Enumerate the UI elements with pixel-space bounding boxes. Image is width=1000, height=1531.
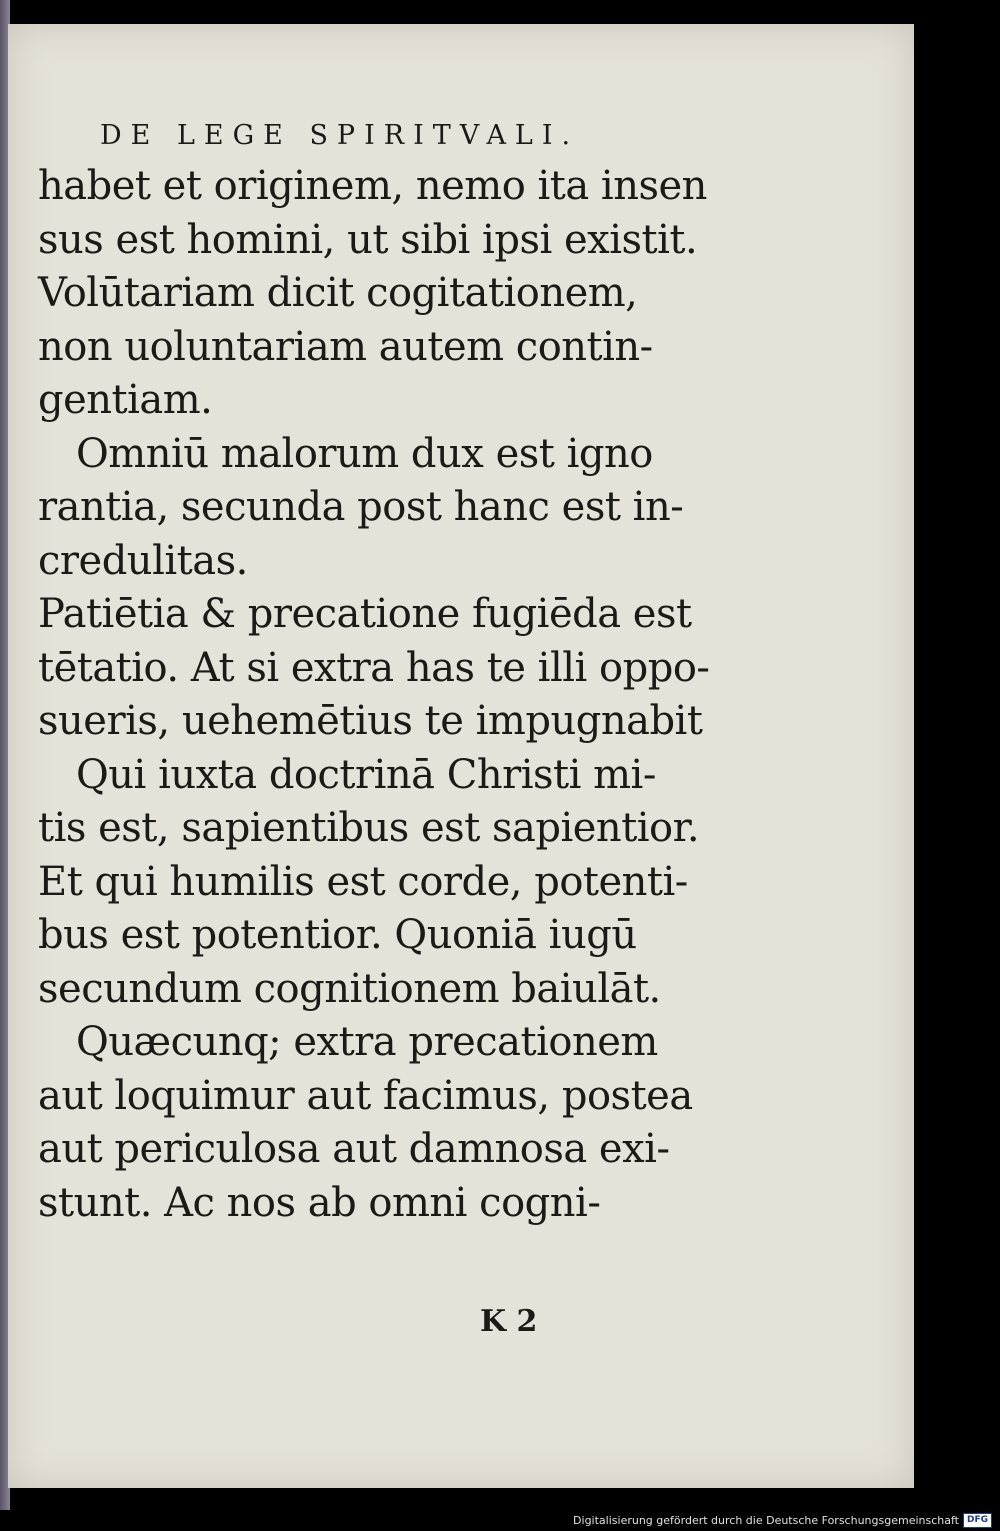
text-line: tis est, sapientibus est sapientior. — [38, 805, 700, 851]
text-line: sus est homini, ut sibi ipsi existit. — [38, 216, 698, 263]
running-head: DE LEGE SPIRITVALI. — [100, 120, 580, 151]
text-line: credulitas. — [38, 537, 248, 584]
dfg-logo: DFG — [963, 1513, 992, 1528]
funding-credit: Digitalisierung gefördert durch die Deutsche Forschungsgemeinschaft — [573, 1513, 959, 1527]
signature-mark: K 2 — [480, 1304, 538, 1339]
book-page — [8, 24, 914, 1488]
text-line: Omniū malorum dux est igno — [76, 430, 653, 477]
text-lines — [38, 160, 710, 1230]
text-line: Et qui humilis est corde, potenti- — [38, 858, 688, 905]
text-line: habet et originem, nemo ita insen — [38, 163, 707, 209]
text-line: Qui iuxta doctrinā Christi mi- — [76, 751, 656, 798]
text-line: bus est potentior. Quoniā iugū — [38, 912, 637, 958]
text-line: aut periculosa aut damnosa exi- — [38, 1126, 670, 1172]
text-line: gentiam. — [38, 377, 213, 423]
text-line: Volūtariam dicit cogitationem, — [38, 270, 638, 316]
text-line: rantia, secunda post hanc est in- — [38, 484, 684, 530]
footer — [573, 1512, 992, 1528]
text-line: Patiētia & precatione fugiēda est — [38, 591, 692, 637]
text-line: Quæcunq; extra precationem — [76, 1019, 658, 1065]
text-line: tētatio. At si extra has te illi oppo- — [38, 644, 710, 691]
text-line: aut loquimur aut facimus, postea — [38, 1072, 693, 1119]
page-text-block — [38, 116, 710, 1230]
text-line: secundum cognitionem baiulāt. — [38, 965, 661, 1012]
text-line: non uoluntariam autem contin- — [38, 323, 653, 370]
text-line: sueris, uehemētius te impugnabit — [38, 698, 703, 744]
text-line: stunt. Ac nos ab omni cogni- — [38, 1179, 601, 1226]
